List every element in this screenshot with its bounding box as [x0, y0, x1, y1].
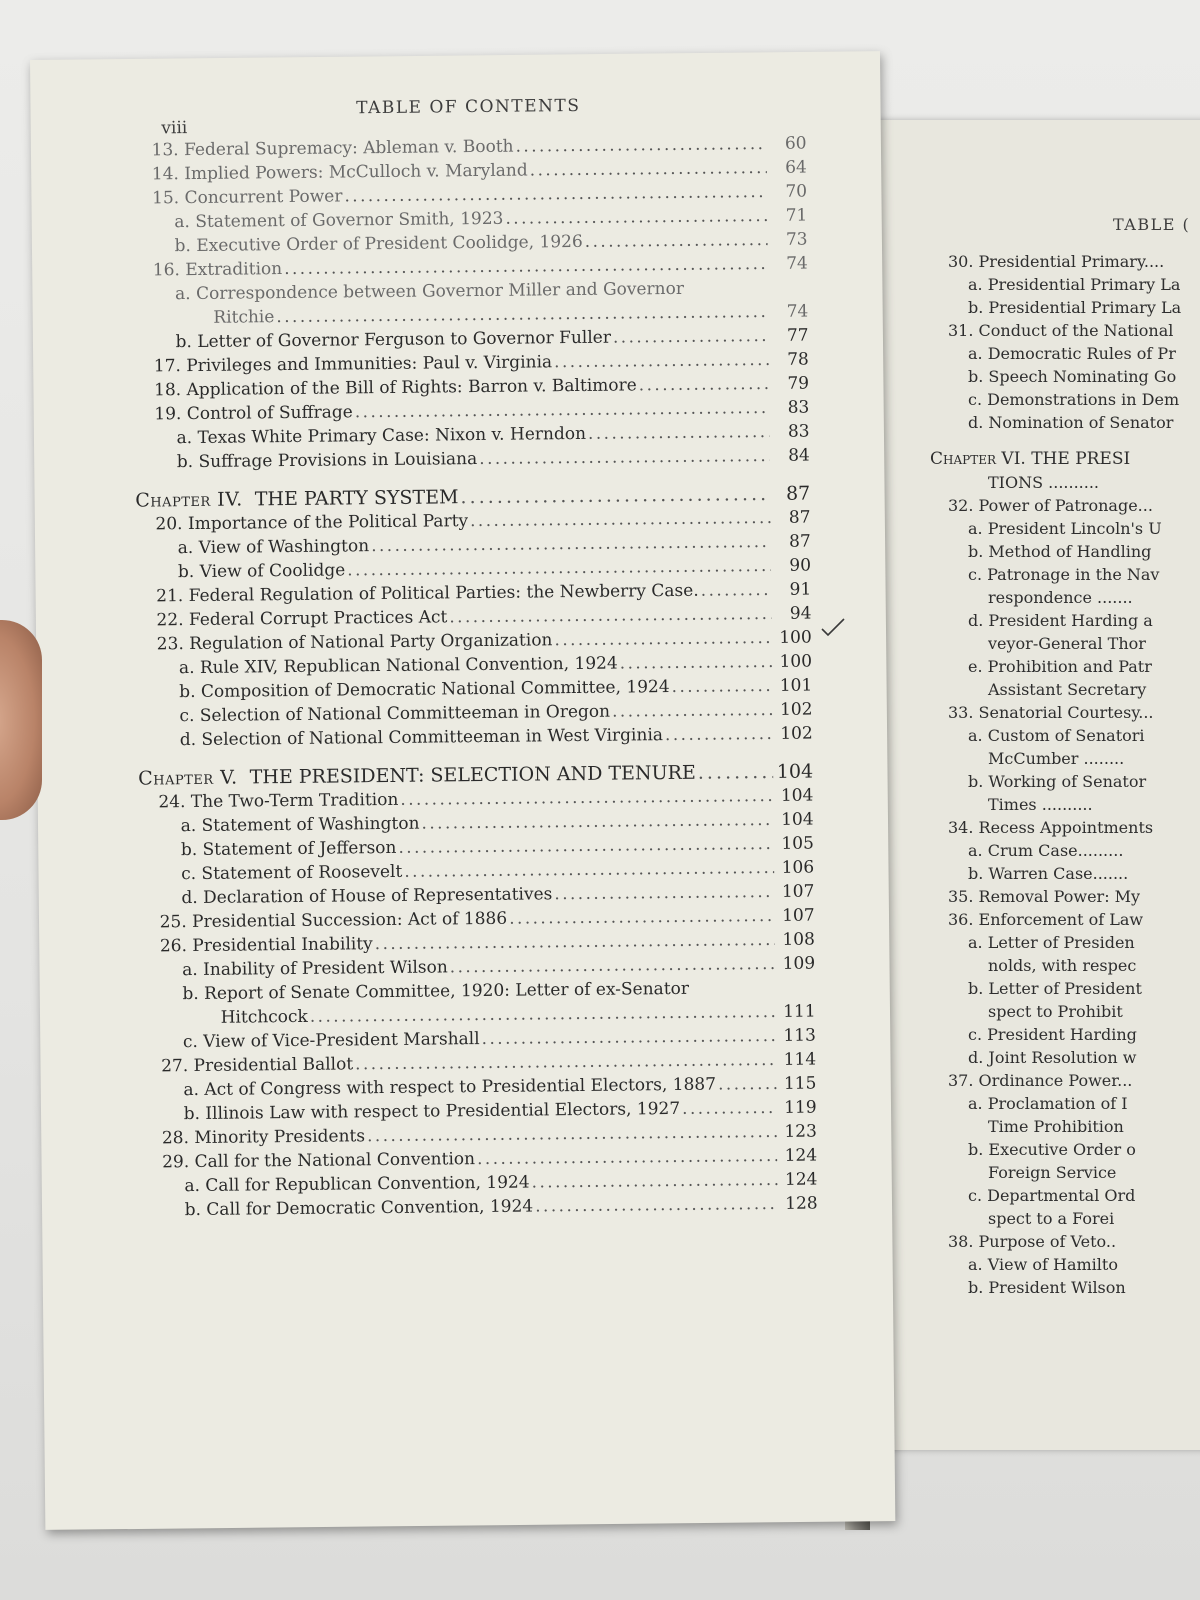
toc-entry-label: 22. Federal Corrupt Practices Act: [156, 607, 448, 631]
leader-dots: [585, 228, 768, 254]
toc-entry-label: a. Texas White Primary Case: Nixon v. Herndon: [176, 423, 587, 449]
toc-entry-label: 18. Application of the Bill of Rights: Barron v. Baltimore: [153, 375, 637, 401]
leader-dots: [612, 698, 773, 724]
right-toc-entry: respondence .......: [988, 588, 1133, 607]
toc-page-number: 104: [781, 809, 814, 830]
leader-dots: [639, 372, 770, 397]
toc-entry-label: 13. Federal Supremacy: Ableman v. Booth: [151, 136, 514, 161]
leader-dots: [481, 1024, 776, 1051]
toc-page-number: 74: [786, 253, 808, 274]
toc-entry-label: d. Selection of National Committeeman in West Virginia: [179, 725, 664, 751]
right-toc-entry: a. View of Hamilto: [968, 1255, 1118, 1274]
right-toc-entry: c. Patronage in the Nav: [968, 565, 1160, 584]
toc-entry-label: a. Inability of President Wilson: [182, 957, 448, 981]
toc-page-number: 100: [779, 651, 813, 672]
leader-dots: [718, 1072, 777, 1097]
toc-entry-label: a. Statement of Washington: [180, 813, 420, 837]
toc-page-number: 123: [784, 1121, 817, 1142]
toc-page-number: 90: [789, 555, 812, 576]
leader-dots: [509, 904, 775, 931]
toc-entry-label: 20. Importance of the Political Party: [155, 511, 469, 535]
toc-entry-label: c. View of Vice-President Marshall: [182, 1029, 480, 1053]
toc-entry-label: 16. Extradition: [152, 259, 283, 281]
chapter-prefix: Chapter IV.: [135, 488, 243, 512]
toc-entry-label: 26. Presidential Inability: [159, 934, 373, 957]
right-toc-entry: 37. Ordinance Power...: [948, 1071, 1133, 1090]
leader-dots: [421, 808, 773, 836]
toc-page-number: 124: [784, 1169, 818, 1190]
leader-dots: [671, 674, 772, 699]
toc-page-number: 91: [789, 579, 812, 600]
toc-page-number: 94: [789, 603, 812, 624]
toc-entry-label: a. Rule XIV, Republican National Convention, 1924: [178, 653, 618, 679]
right-toc-entry: a. Proclamation of I: [968, 1094, 1128, 1113]
leader-dots: [479, 444, 770, 471]
toc-page-number: 60: [784, 133, 807, 154]
toc-entry-label: 28. Minority Presidents: [161, 1126, 366, 1149]
leader-dots: [698, 760, 774, 785]
toc-page-number: 105: [781, 833, 814, 854]
leader-dots: [665, 722, 773, 747]
right-toc-entry: b. Method of Handling: [968, 542, 1152, 561]
leader-dots: [588, 420, 770, 446]
right-toc-entry: c. Demonstrations in Dem: [968, 390, 1180, 409]
toc-entry-label: b. Suffrage Provisions in Louisiana: [176, 449, 478, 473]
right-toc-entry: 35. Removal Power: My: [948, 887, 1141, 906]
right-toc-entry: a. Presidential Primary La: [968, 275, 1181, 294]
thumb: [0, 620, 42, 820]
right-toc-entry: veyor-General Thor: [988, 634, 1146, 653]
toc-page-number: 100: [779, 627, 812, 648]
toc-page-number: 102: [779, 699, 813, 720]
right-toc-entry: c. Departmental Ord: [968, 1186, 1136, 1205]
leader-dots: [682, 1096, 777, 1121]
toc-entry-label: a. Act of Congress with respect to Presidential Electors, 1887: [183, 1074, 717, 1101]
right-toc-entry: a. Custom of Senatori: [968, 726, 1145, 745]
toc-page-number: 87: [785, 482, 811, 505]
toc-entry-label: c. Statement of Roosevelt: [181, 861, 403, 885]
toc-entry-label: 23. Regulation of National Party Organization: [156, 630, 553, 655]
toc-page-number: 115: [783, 1073, 817, 1094]
leader-dots: [532, 1168, 778, 1195]
right-toc-entry: d. Nomination of Senator: [968, 413, 1174, 432]
toc-entry-label: b. Call for Democratic Convention, 1924: [184, 1196, 534, 1221]
toc-entry-label: b. Report of Senate Committee, 1920: Letter of ex-Senator: [182, 978, 690, 1005]
leader-dots: [535, 1192, 778, 1219]
toc-entry-label: a. View of Washington: [177, 536, 370, 559]
leader-dots: [515, 132, 766, 159]
toc-page-number: 111: [783, 1001, 816, 1022]
right-toc-entry: 30. Presidential Primary....: [948, 252, 1165, 271]
right-toc-entry: spect to a Forei: [988, 1209, 1115, 1228]
right-toc-entry: e. Prohibition and Patr: [968, 657, 1152, 676]
toc-page-number: 84: [788, 445, 810, 466]
leader-dots: [620, 650, 772, 676]
leader-dots: [449, 602, 771, 629]
toc-page-number: 101: [779, 675, 813, 696]
toc-page-number: 107: [781, 881, 815, 902]
right-toc-entry: spect to Prohibit: [988, 1002, 1123, 1021]
leader-dots: [701, 578, 772, 603]
right-toc-entry: Times ..........: [988, 795, 1093, 814]
toc-page-number: 108: [782, 929, 815, 950]
toc-entry-label: d. Declaration of House of Representatives: [181, 884, 553, 909]
right-toc-entry: Assistant Secretary: [988, 680, 1147, 699]
right-toc-entry: b. President Wilson: [968, 1278, 1126, 1297]
toc-entry-label: 17. Privileges and Immunities: Paul v. Virginia: [153, 352, 553, 377]
right-toc-chapter-heading: Chapter VI. THE PRESI: [930, 449, 1131, 469]
leader-dots: [554, 348, 769, 374]
right-toc-entry: c. President Harding: [968, 1025, 1137, 1044]
toc-page-number: 70: [785, 181, 808, 202]
toc-page-number: 77: [786, 325, 809, 346]
toc-page-number: 109: [782, 953, 816, 974]
toc-page-number: 124: [784, 1145, 818, 1166]
right-toc-entry: Time Prohibition: [988, 1117, 1124, 1136]
right-toc-entry: 31. Conduct of the National: [948, 321, 1174, 340]
toc-entry-label: b. Statement of Jefferson: [180, 837, 397, 861]
leader-dots: [505, 204, 767, 231]
toc-entry-label: b. Executive Order of President Coolidge, 1926: [174, 231, 583, 257]
right-toc-entry: 36. Enforcement of Law: [948, 910, 1144, 929]
right-toc-entry: TIONS ..........: [988, 473, 1100, 492]
toc-entry-label: b. View of Coolidge: [177, 560, 346, 583]
toc-entry-label: 25. Presidential Succession: Act of 1886: [159, 908, 508, 933]
right-toc-entry: a. Democratic Rules of Pr: [968, 344, 1176, 363]
leader-dots: [284, 252, 768, 281]
toc-page-number: 78: [787, 349, 809, 370]
toc-page-number: 87: [788, 507, 811, 528]
toc-entry-label: 15. Concurrent Power: [151, 186, 343, 209]
leader-dots: [554, 626, 772, 652]
right-toc-entry: a. President Lincoln's U: [968, 519, 1162, 538]
right-toc-entry: b. Letter of President: [968, 979, 1142, 998]
toc-page-number: 64: [785, 157, 807, 178]
toc-page-number: 114: [783, 1049, 817, 1070]
toc-page-number: 119: [784, 1097, 817, 1118]
leader-dots: [460, 482, 770, 509]
toc-entry-label: THE PRESIDENT: SELECTION AND TENURE: [249, 761, 696, 789]
right-running-head: TABLE (: [1113, 215, 1191, 234]
toc-page-number: 87: [788, 531, 811, 552]
toc-entry-label: 29. Call for the National Convention: [162, 1149, 476, 1173]
chapter-prefix: Chapter V.: [138, 766, 238, 790]
right-toc-entry: 33. Senatorial Courtesy...: [948, 703, 1154, 722]
toc-page-number: 106: [781, 857, 815, 878]
leader-dots: [450, 952, 776, 979]
toc-list: [131, 132, 817, 1223]
toc-entry-label: THE PARTY SYSTEM: [254, 486, 459, 511]
right-toc-entry: b. Speech Nominating Go: [968, 367, 1177, 386]
leader-dots: [554, 880, 774, 906]
right-toc-entry: Foreign Service: [988, 1163, 1117, 1182]
toc-page-number: 102: [780, 723, 813, 744]
right-toc-entry: b. Presidential Primary La: [968, 298, 1182, 317]
toc-page-number: 104: [780, 785, 814, 806]
toc-page-number: 79: [787, 373, 810, 394]
toc-page-number: 128: [785, 1193, 818, 1214]
leader-dots: [613, 324, 769, 350]
right-toc-entry: 38. Purpose of Veto..: [948, 1232, 1117, 1251]
toc-page-number: 107: [782, 905, 815, 926]
toc-entry-label: a. Call for Republican Convention, 1924: [184, 1172, 530, 1197]
toc-entry-label: b. Illinois Law with respect to Presidential Electors, 1927: [183, 1098, 681, 1125]
toc-entry-label: 21. Federal Regulation of Political Parties: the Newberry Case.: [156, 580, 699, 607]
toc-entry-label: b. Letter of Governor Ferguson to Governor Fuller: [175, 327, 612, 353]
right-toc-entry: McCumber ........: [988, 749, 1125, 768]
toc-entry-label: c. Selection of National Committeeman in Oregon: [179, 701, 611, 727]
toc-entry-label: a. Statement of Governor Smith, 1923: [174, 208, 504, 233]
toc-entry-label: a. Correspondence between Governor Miller and Governor: [174, 278, 685, 305]
right-toc-entry: 34. Recess Appointments: [948, 818, 1154, 837]
toc-entry-label: 24. The Two-Term Tradition: [158, 789, 399, 813]
right-toc-entry: d. President Harding a: [968, 611, 1153, 630]
checkmark-annotation: [820, 615, 846, 637]
toc-entry-label: Ritchie: [213, 307, 275, 328]
right-toc-entry: b. Warren Case.......: [968, 864, 1129, 883]
leader-dots: [530, 156, 767, 182]
right-toc-entry: a. Letter of Presiden: [968, 933, 1135, 952]
toc-page-number: 73: [785, 229, 808, 250]
leader-dots: [470, 506, 771, 533]
toc-page-number: 83: [787, 421, 810, 442]
toc-entry-label: b. Composition of Democratic National Committee, 1924: [179, 677, 670, 703]
page-number: viii: [161, 118, 188, 139]
right-toc-entry: b. Working of Senator: [968, 772, 1147, 791]
toc-entry-label: 19. Control of Suffrage: [154, 402, 353, 425]
toc-page-number: 113: [783, 1025, 816, 1046]
right-toc-entry: d. Joint Resolution w: [968, 1048, 1137, 1067]
right-toc-entry: a. Crum Case.........: [968, 841, 1124, 860]
running-head: TABLE OF CONTENTS: [356, 95, 581, 119]
leader-dots: [477, 1144, 777, 1171]
right-toc-entry: b. Executive Order o: [968, 1140, 1136, 1159]
toc-page-number: 83: [787, 397, 810, 418]
toc-page-number: 71: [785, 205, 808, 226]
right-toc-entry: 32. Power of Patronage...: [948, 496, 1153, 515]
toc-entry-label: Hitchcock: [220, 1006, 308, 1028]
toc-page-number: 74: [786, 301, 809, 322]
toc-page-number: 104: [776, 760, 814, 783]
right-toc-entry: nolds, with respec: [988, 956, 1137, 975]
toc-entry-label: 14. Implied Powers: McCulloch v. Maryland: [151, 160, 528, 185]
toc-entry-label: 27. Presidential Ballot: [161, 1054, 354, 1077]
